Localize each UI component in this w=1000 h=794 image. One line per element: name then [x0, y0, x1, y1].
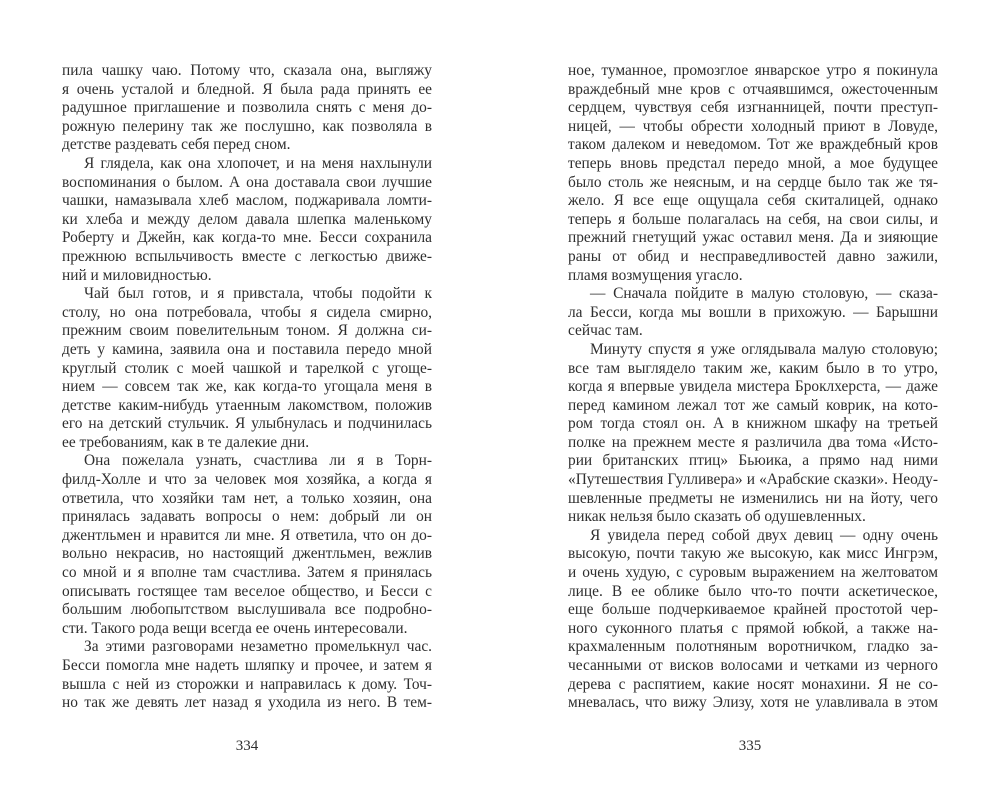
text-line: крахмаленным полотняным воротничком, гладко за- [568, 638, 938, 656]
left-page-text [62, 62, 432, 713]
page-number-left: 334 [235, 738, 259, 754]
text-line: сердцем, чувствуя себя изгнанницей, почти преступ- [568, 99, 938, 117]
text-line: Бесси помогла мне надеть шляпку и прочее, и затем я [62, 657, 432, 674]
text-line: ее требованиям, как в те далекие дни. [62, 433, 310, 451]
text-line: рии британских птиц» Бьюика, а прямо над ними [568, 452, 938, 470]
text-line: лице. В ее облике было что-то почти аскетическое, [568, 582, 938, 600]
text-line: нием — совсем так же, как когда-то угощала меня в [62, 378, 432, 396]
text-line: большим любопытством выслушивала все подробно- [62, 601, 432, 619]
text-line: никак нельзя было сказать об одушевленных. [568, 508, 866, 526]
text-line: столу, но она потребовала, чтобы я сидела смирно, [62, 303, 432, 321]
text-line: радушное приглашение и позволила снять с меня до- [62, 99, 432, 117]
text-line: ного суконного платья с прямой юбкой, а также на- [568, 619, 938, 637]
text-line: вольно некрасив, но настоящий джентльмен, вежлив [62, 545, 432, 563]
text-line: ное, туманное, промозглое январское утро я покинула [568, 62, 938, 79]
text-line: ницей, — чтобы обрести холодный приют в Ловуде, [568, 117, 938, 135]
text-line: со мной и я вполне там счастлива. Затем я принялась [62, 564, 432, 582]
text-line: Она пожелала узнать, счастлива ли я в Торн- [84, 452, 432, 470]
text-line: чашки, намазывала хлеб маслом, поджаривала ломти- [62, 192, 432, 210]
text-line: когда я впервые увидела мистера Броклхерста, — даже [568, 378, 938, 396]
text-line: круглый столик с моей чашкой и тарелкой с угоще- [62, 359, 432, 377]
text-line: теперь вновь предстал передо мной, а мое будущее [568, 154, 938, 172]
text-line: полке на прежнем месте я различила два тома «Исто- [568, 433, 938, 451]
text-line: вышла с ней из сторожки и направилась к дому. Точ- [62, 675, 432, 693]
text-line: детстве каким-нибудь утаенным лакомством, положив [62, 396, 432, 414]
text-line: Минуту спустя я уже оглядывала малую столовую; [590, 340, 938, 358]
text-line: описывать гостящее там веселое общество, и Бесси с [62, 582, 432, 600]
text-line: я очень усталой и бледной. Я была рада принять ее [62, 80, 432, 98]
text-line: прежним своим повелительным тоном. Я должна си- [62, 322, 432, 340]
text-line: ний и миловидностью. [62, 266, 212, 284]
text-line: детстве раздевать себя перед сном. [62, 136, 291, 154]
text-line: пламя возмущения угасло. [568, 266, 743, 284]
text-line: сейчас там. [568, 322, 643, 340]
text-line: высокую, почти такую же высокую, как мисс Ингрэм, [568, 545, 938, 563]
text-line: и очень худую, с суровым выражением на желтоватом [568, 564, 938, 582]
text-line: еще больше подчеркиваемое крайней простотой чер- [568, 601, 938, 619]
page-number-right: 335 [738, 738, 762, 754]
text-line: ответила, что хозяйки там нет, а только хозяин, она [62, 489, 432, 507]
right-page-text [568, 62, 938, 713]
text-line: но так же девять лет назад я уходила из него. В тем- [62, 694, 432, 712]
text-line: филд-Холле и что за человек моя хозяйка, а когда я [62, 471, 432, 489]
text-line: Роберту и Джейн, как когда-то мне. Бесси сохранила [62, 229, 432, 247]
text-line: таком далеком и неведомом. Тот же враждебный кров [568, 136, 938, 154]
text-line: Чай был готов, и я привстала, чтобы подойти к [84, 285, 432, 303]
text-line: дерева с распятием, какие носят монахини. Я не со- [568, 675, 938, 693]
text-line: мневалась, что вижу Элизу, хотя не улавливала в этом [568, 694, 938, 712]
text-line: было столь же неясным, и на сердце было так же тя- [568, 173, 938, 191]
text-line: все там выглядело таким же, каким было в то утро, [568, 359, 938, 377]
text-line: жело. Я все еще ощущала себя скиталицей, однако [568, 192, 938, 210]
text-line: За этими разговорами незаметно промелькнул час. [84, 638, 432, 656]
text-line: воспоминания о былом. А она доставала свои лучшие [62, 173, 432, 191]
text-line: шевленные предметы не изменились ни на йоту, чего [568, 489, 938, 507]
text-line: рожную пелерину так же послушно, как позволяла в [62, 117, 432, 135]
text-line: чесанными от висков волосами и четками из черного [568, 657, 938, 674]
text-line: Я увидела перед собой двух девиц — одну очень [590, 526, 938, 544]
text-line: пила чашку чаю. Потому что, сказала она, выгляжу [62, 62, 432, 79]
text-line: прежний гнетущий ужас оставил меня. Да и зияющие [568, 229, 938, 247]
text-line: ки хлеба и между делом давала шлепка маленькому [62, 210, 432, 228]
text-line: его на детский стульчик. Я улыбнулась и подчинилась [62, 415, 432, 433]
text-line: — Сначала пойдите в малую столовую, — сказа- [590, 285, 938, 303]
text-line: ром тогда стоял он. А в книжном шкафу на третьей [568, 415, 938, 433]
text-line: сти. Такого рода вещи всегда ее очень интересовали. [62, 619, 408, 637]
text-line: перед камином лежал тот же самый коврик, на кото- [568, 396, 938, 414]
text-line: деть у камина, заявила она и поставила передо мной [62, 340, 432, 358]
text-line: джентльмен и нравится ли мне. Я ответила, что он до- [62, 526, 432, 544]
text-line: теперь я больше полагалась на себя, на свои силы, и [568, 210, 938, 228]
text-line: враждебный мне кров с отчаявшимся, ожесточенным [568, 80, 938, 98]
text-line: ла Бесси, когда мы вошли в прихожую. — Барышни [568, 303, 938, 321]
text-line: прежнюю вспыльчивость вместе с легкостью движе- [62, 247, 432, 265]
text-line: раны от обид и несправедливостей давно зажили, [568, 247, 938, 265]
text-line: принялась задавать вопросы о нем: добрый ли он [62, 508, 432, 526]
text-line: «Путешествия Гулливера» и «Арабские сказки». Неоду- [568, 471, 938, 489]
text-line: Я глядела, как она хлопочет, и на меня нахлынули [84, 154, 432, 172]
